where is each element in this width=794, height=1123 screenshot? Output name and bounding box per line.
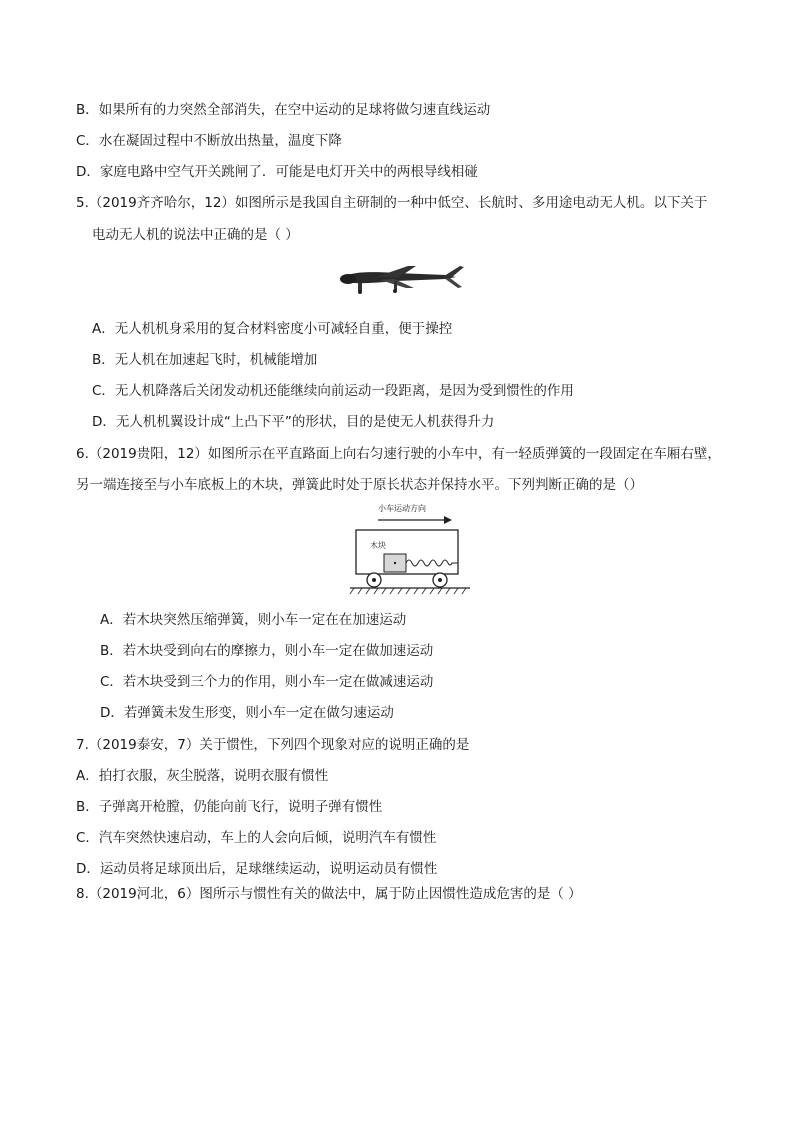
q5-stem-line1: 5.（2019齐齐哈尔，12）如图所示是我国自主研制的一种中低空、长航时、多用途电动无人机。以下关于 (76, 195, 708, 211)
cart-block-label: 木块 (370, 541, 386, 550)
q6-option-c: C．若木块受到三个力的作用，则小车一定在做减速运动 (100, 674, 434, 690)
q7-option-a: A．拍打衣服，灰尘脱落，说明衣服有惯性 (76, 768, 329, 784)
drone-figure (336, 260, 468, 300)
q5-option-b: B．无人机在加速起飞时，机械能增加 (92, 352, 318, 368)
cart-direction-label: 小车运动方向 (378, 504, 426, 513)
q5-option-a: A．无人机机身采用的复合材料密度小可减轻自重，便于操控 (92, 321, 453, 337)
prev-question-option-c: C．水在凝固过程中不断放出热量，温度下降 (76, 133, 342, 149)
q5-option-d: D．无人机机翼设计成“上凸下平”的形状，目的是使无人机获得升力 (92, 414, 495, 430)
q7-option-b: B．子弹离开枪膛，仍能向前飞行，说明子弹有惯性 (76, 799, 383, 815)
q6-option-d: D．若弹簧未发生形变，则小车一定在做匀速运动 (100, 705, 394, 721)
q5-stem-line2: 电动无人机的说法中正确的是（ ） (92, 227, 299, 243)
cart-figure (348, 504, 472, 600)
q7-stem: 7.（2019泰安，7）关于惯性，下列四个现象对应的说明正确的是 (76, 737, 470, 753)
q5-option-c: C．无人机降落后关闭发动机还能继续向前运动一段距离，是因为受到惯性的作用 (92, 383, 574, 399)
q6-stem-line1: 6.（2019贵阳，12）如图所示在平直路面上向右匀速行驶的小车中，有一轻质弹簧的一段固定在车厢右壁， (76, 446, 721, 462)
q7-option-c: C．汽车突然快速启动，车上的人会向后倾，说明汽车有惯性 (76, 830, 437, 846)
q6-option-b: B．若木块受到向右的摩擦力，则小车一定在做加速运动 (100, 643, 434, 659)
q6-stem-line2: 另一端连接至与小车底板上的木块，弹簧此时处于原长状态并保持水平。下列判断正确的是（） (76, 477, 643, 493)
q8-stem: 8.（2019河北，6）图所示与惯性有关的做法中，属于防止因惯性造成危害的是（ ） (76, 886, 582, 902)
prev-question-option-b: B．如果所有的力突然全部消失，在空中运动的足球将做匀速直线运动 (76, 102, 491, 118)
prev-question-option-d: D．家庭电路中空气开关跳闸了．可能是电灯开关中的两根导线相碰 (76, 164, 478, 180)
q6-option-a: A．若木块突然压缩弹簧，则小车一定在在加速运动 (100, 612, 407, 628)
q7-option-d: D．运动员将足球顶出后，足球继续运动，说明运动员有惯性 (76, 861, 438, 877)
